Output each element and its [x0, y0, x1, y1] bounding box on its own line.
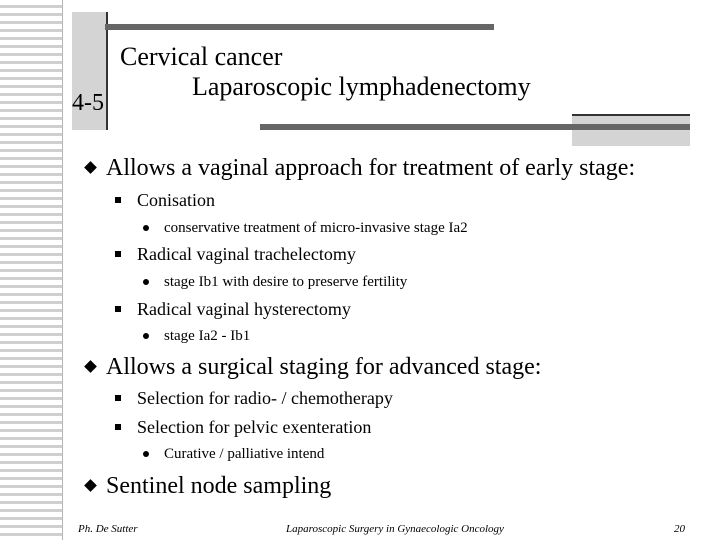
bullet-text: conservative treatment of micro-invasive stage Ia2: [164, 220, 468, 236]
round-bullet-icon: [143, 451, 149, 457]
decorative-stripes: [0, 0, 63, 540]
decorative-right-box: [572, 114, 690, 146]
footer-course: Laparoscopic Surgery in Gynaecologic Oncology: [286, 523, 504, 535]
footer-author: Ph. De Sutter: [78, 523, 138, 535]
square-bullet-icon: [115, 424, 121, 430]
bullet-text: Selection for pelvic exenteration: [137, 417, 372, 437]
slide-title-line2: Laparoscopic lymphadenectomy: [192, 72, 531, 101]
bullet-text: Radical vaginal hysterectomy: [137, 299, 351, 319]
diamond-bullet-icon: [84, 161, 97, 174]
square-bullet-icon: [115, 395, 121, 401]
bullet-text: Radical vaginal trachelectomy: [137, 244, 356, 264]
decorative-top-rule: [105, 24, 494, 30]
bullet-text: Allows a vaginal approach for treatment of early stage:: [106, 155, 636, 181]
bullet-text: Selection for radio- / chemotherapy: [137, 388, 393, 408]
square-bullet-icon: [115, 251, 121, 257]
bullet-text: stage Ia2 - Ib1: [164, 328, 251, 344]
bullet-text: Curative / palliative intend: [164, 446, 325, 462]
bullet-text: Conisation: [137, 190, 216, 210]
square-bullet-icon: [115, 197, 121, 203]
slide-title-line1: Cervical cancer: [120, 42, 283, 71]
slide-number: 4-5: [72, 90, 104, 116]
diamond-bullet-icon: [84, 479, 97, 492]
bullet-text: stage Ib1 with desire to preserve fertility: [164, 274, 408, 290]
bullet-text: Sentinel node sampling: [106, 473, 332, 499]
diamond-bullet-icon: [84, 360, 97, 373]
decorative-bottom-rule: [260, 124, 690, 130]
round-bullet-icon: [143, 333, 149, 339]
round-bullet-icon: [143, 279, 149, 285]
bullet-text: Allows a surgical staging for advanced stage:: [106, 354, 542, 380]
square-bullet-icon: [115, 306, 121, 312]
round-bullet-icon: [143, 225, 149, 231]
footer-page-number: 20: [674, 523, 685, 535]
